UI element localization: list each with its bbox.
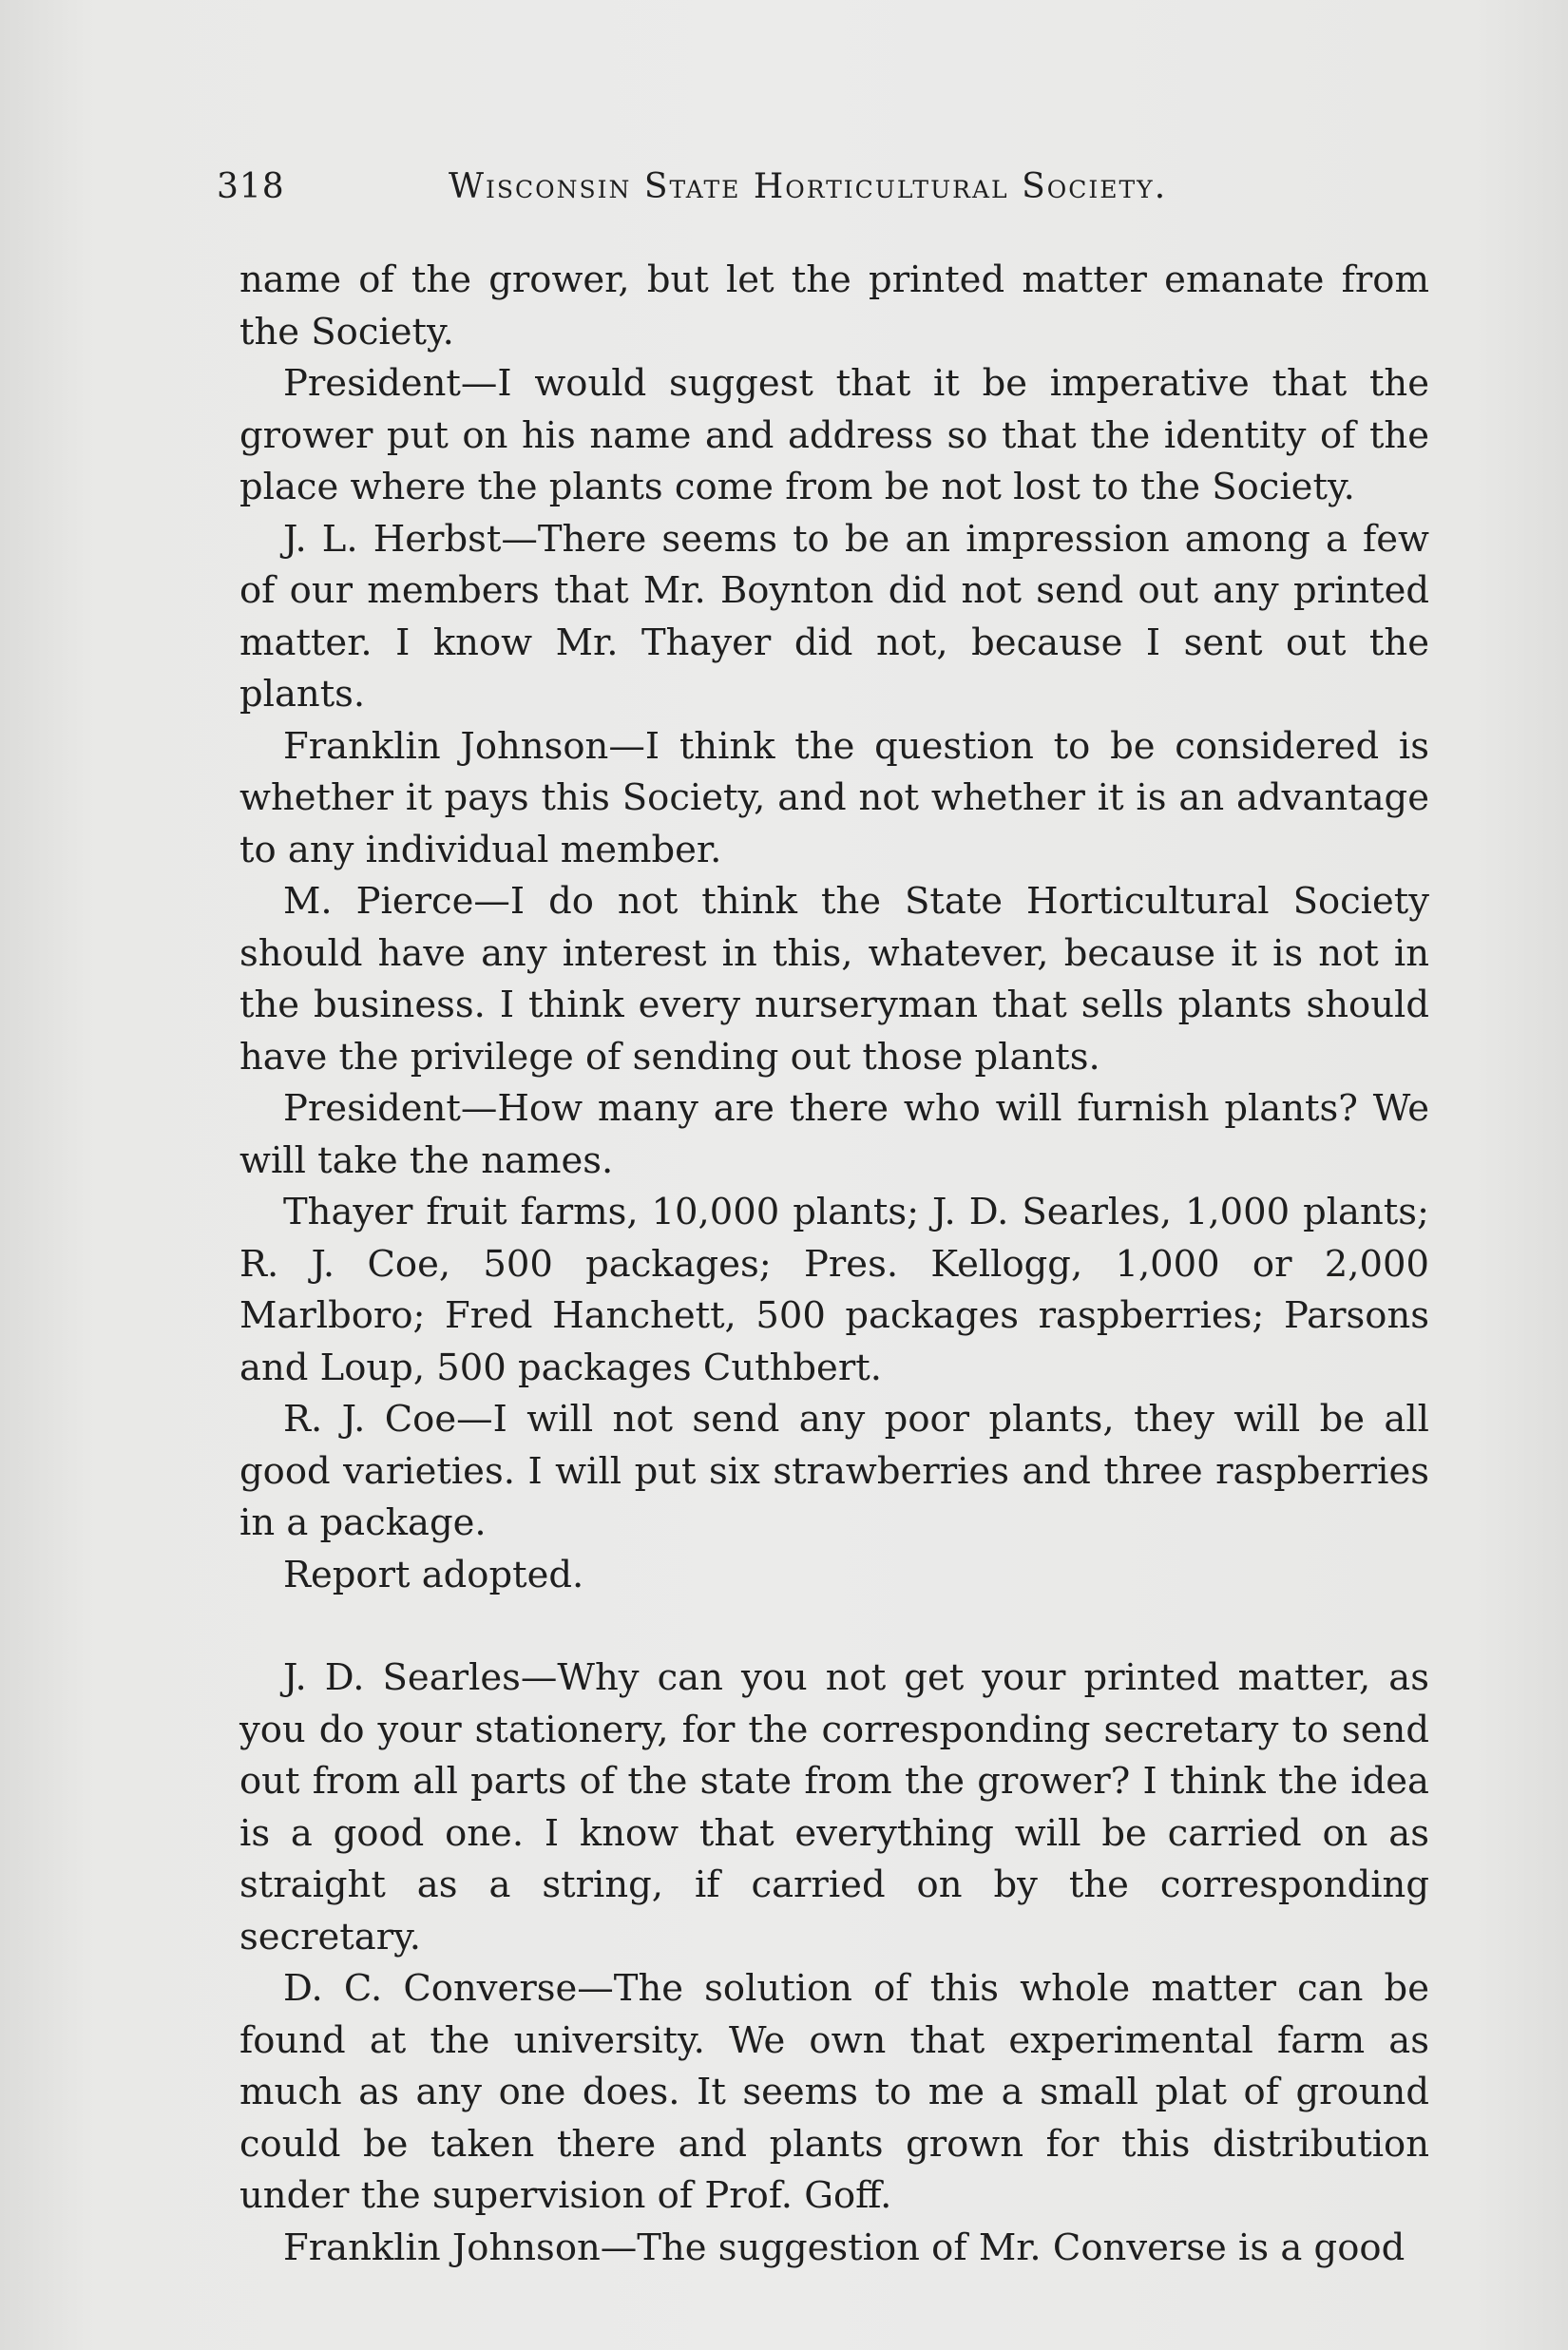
page-number: 318 — [217, 167, 285, 206]
running-head: Wisconsin State Horticultural Society. — [449, 167, 1168, 206]
page-header — [217, 167, 1252, 224]
paragraph: J. L. Herbst—There seems to be an impression among a few of our members that Mr. Boynton did not send out any printed matter. I know Mr. Thayer did not, because I sent out the plants. — [239, 517, 1429, 716]
paragraph: name of the grower, but let the printed matter emanate from the Society. — [239, 258, 1429, 353]
paragraph: Report adopted. — [283, 1553, 584, 1596]
paragraph: President—How many are there who will furnish plants? We will take the names. — [239, 1087, 1429, 1182]
paragraph: J. D. Searles—Why can you not get your printed matter, as you do your stationery, for the corresponding secretary to send out from all parts of the state from the grower? I think the idea is a good one. I know that everything will be carried on as straight as a string, if carried on by the corresponding secretary. — [239, 1656, 1429, 1958]
paragraph: Franklin Johnson—I think the question to be considered is whether it pays this Society, and not whether it is an advantage to any individual member. — [239, 724, 1429, 871]
paragraph: M. Pierce—I do not think the State Horticultural Society should have any interest in this, whatever, because it is not in the business. I think every nurseryman that sells plants should have the privilege of sending out those plants. — [239, 880, 1429, 1079]
paragraph: President—I would suggest that it be imperative that the grower put on his name and address so that the identity of the place where the plants come from be not lost to the Society. — [239, 362, 1429, 508]
paragraph: D. C. Converse—The solution of this whole matter can be found at the university. We own that experimental farm as much as any one does. It seems to me a small plat of ground could be taken there and plants grown for this distribution under the supervision of Prof. Goff. — [239, 1967, 1429, 2217]
paragraph: Franklin Johnson—The suggestion of Mr. Converse is a good — [283, 2226, 1405, 2269]
paragraph: R. J. Coe—I will not send any poor plants, they will be all good varieties. I will put six strawberries and three raspberries in a package. — [239, 1398, 1429, 1544]
paragraph: Thayer fruit farms, 10,000 plants; J. D. Searles, 1,000 plants; R. J. Coe, 500 packages; Pres. Kellogg, 1,000 or 2,000 Marlboro; Fred Hanchett, 500 packages raspberries; Parsons and Loup, 500 packages Cuthbert. — [239, 1191, 1429, 1389]
body-text — [239, 255, 1429, 2274]
